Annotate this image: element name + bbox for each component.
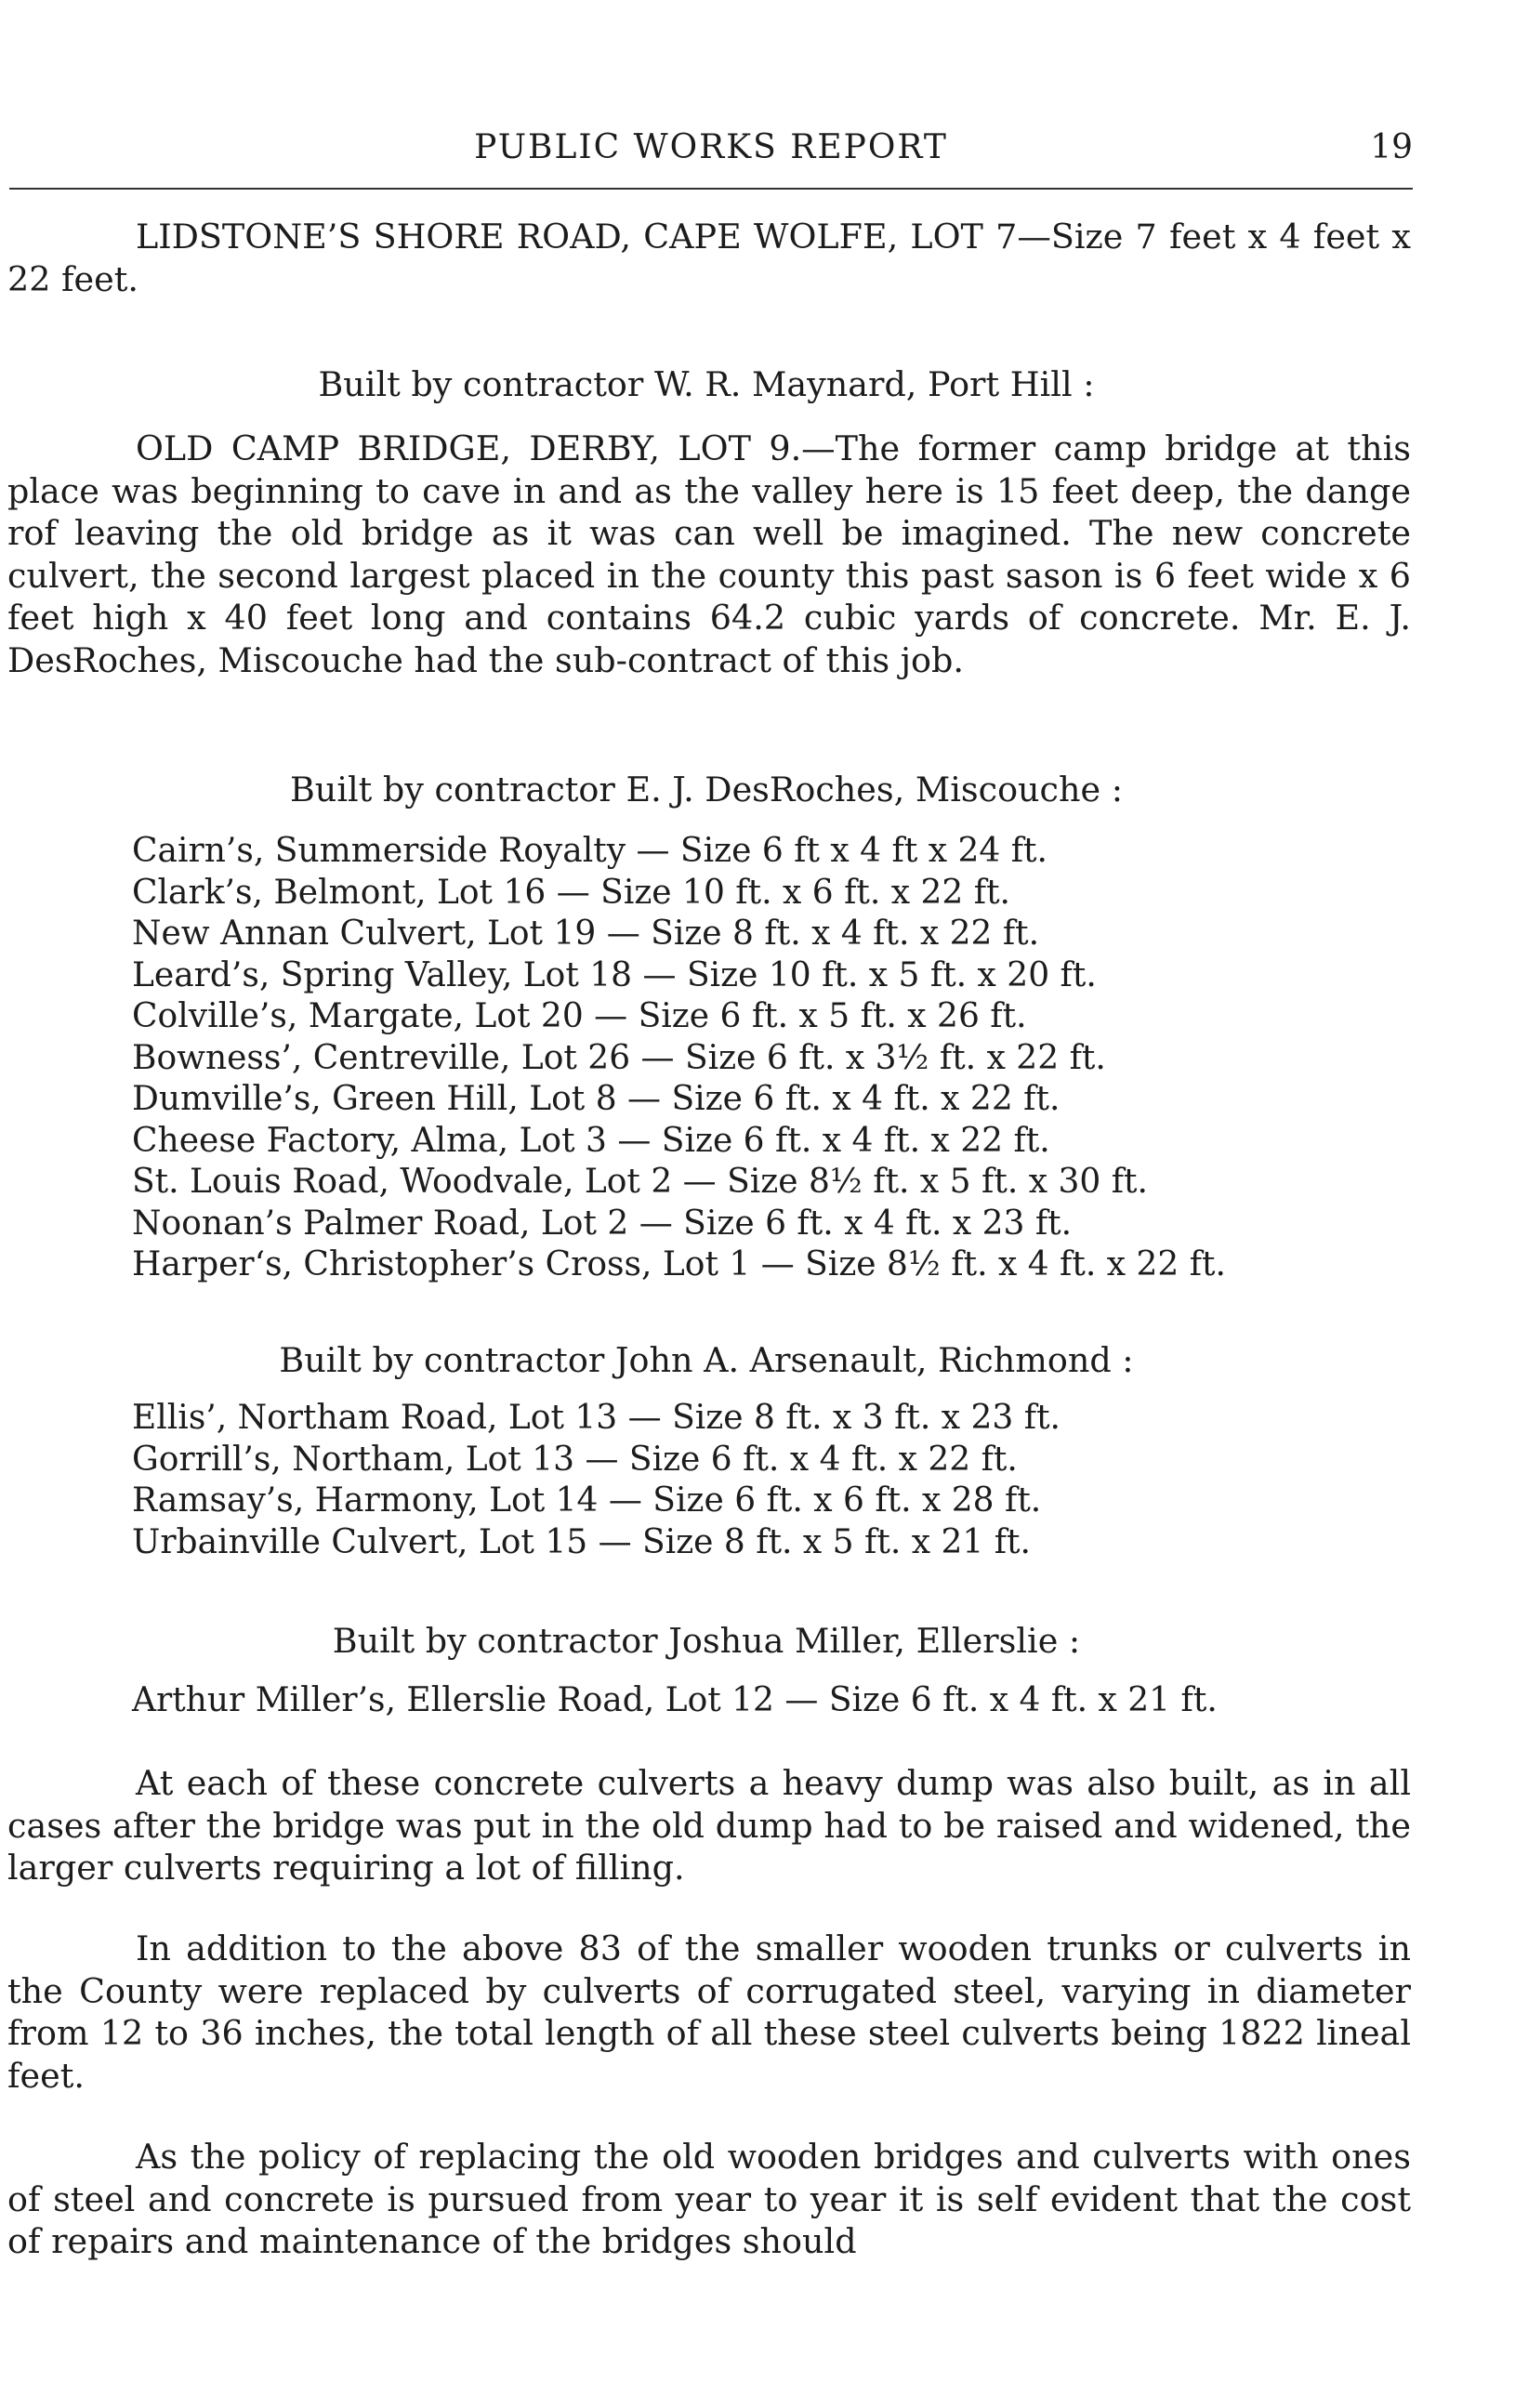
contractor-heading-miller: Built by contractor Joshua Miller, Ellerslie :	[332, 1621, 1081, 1661]
contractor-heading-arsenault: Built by contractor John A. Arsenault, Richmond :	[279, 1340, 1134, 1380]
culvert-entry: Gorrill’s, Northam, Lot 13 — Size 6 ft. x 4 ft. x 22 ft.	[132, 1440, 1018, 1479]
culvert-entry: Arthur Miller’s, Ellerslie Road, Lot 12 — Size 6 ft. x 4 ft. x 21 ft.	[132, 1681, 1218, 1719]
page-number: 19	[1370, 128, 1413, 166]
culvert-entry: Ramsay’s, Harmony, Lot 14 — Size 6 ft. x 6 ft. x 28 ft.	[132, 1481, 1042, 1520]
paragraph-policy: As the policy of replacing the old wooden bridges and culverts with ones of steel and concrete is pursued from year to year it is self evident that the cost of repairs and maintenance of the bridges should	[7, 2137, 1411, 2261]
culvert-entry: Colville’s, Margate, Lot 20 — Size 6 ft. x 5 ft. x 26 ft.	[132, 997, 1027, 1035]
running-title: PUBLIC WORKS REPORT	[474, 128, 948, 166]
paragraph-lidstone: LIDSTONE’S SHORE ROAD, CAPE WOLFE, LOT 7—Size 7 feet x 4 feet x 22 feet.	[7, 217, 1411, 299]
culvert-entry: Leard’s, Spring Valley, Lot 18 — Size 10 ft. x 5 ft. x 20 ft.	[132, 955, 1097, 994]
page-header	[9, 128, 1413, 184]
paragraph-steel-culverts: In addition to the above 83 of the smaller wooden trunks or culverts in the County were replaced by culverts of corrugated steel, varying in diameter from 12 to 36 inches, the total length of all these steel culverts being 1822 lineal feet.	[7, 1928, 1411, 2096]
culvert-entry: St. Louis Road, Woodvale, Lot 2 — Size 8½ ft. x 5 ft. x 30 ft.	[132, 1163, 1148, 1201]
culvert-entry: Urbainville Culvert, Lot 15 — Size 8 ft. x 5 ft. x 21 ft.	[132, 1522, 1031, 1561]
culvert-list-desroches	[132, 831, 1226, 1286]
paragraph-old-camp-bridge: OLD CAMP BRIDGE, DERBY, LOT 9.—The former camp bridge at this place was beginning to cave in and as the valley here is 15 feet deep, the dange rof leaving the old bridge as it was can well be imagined. The new concrete culvert, the second largest placed in the county this past sason is 6 feet wide x 6 feet high x 40 feet long and contains 64.2 cubic yards of concrete. Mr. E. J. DesRoches, Miscouche had the sub-contract of this job.	[7, 428, 1411, 680]
culvert-entry: Bowness’, Centreville, Lot 26 — Size 6 ft. x 3½ ft. x 22 ft.	[132, 1038, 1106, 1077]
culvert-entry: Ellis’, Northam Road, Lot 13 — Size 8 ft. x 3 ft. x 23 ft.	[132, 1399, 1060, 1437]
culvert-list-arsenault	[132, 1398, 1060, 1563]
culvert-entry: Dumville’s, Green Hill, Lot 8 — Size 6 ft. x 4 ft. x 22 ft.	[132, 1080, 1060, 1118]
culvert-list-miller	[132, 1680, 1218, 1722]
contractor-heading-maynard: Built by contractor W. R. Maynard, Port Hill :	[318, 364, 1095, 404]
culvert-entry: Harper‘s, Christopher’s Cross, Lot 1 — Size 8½ ft. x 4 ft. x 22 ft.	[132, 1245, 1226, 1283]
culvert-entry: Clark’s, Belmont, Lot 16 — Size 10 ft. x 6 ft. x 22 ft.	[132, 873, 1010, 912]
culvert-entry: Noonan’s Palmer Road, Lot 2 — Size 6 ft. x 4 ft. x 23 ft.	[132, 1204, 1073, 1243]
paragraph-dump: At each of these concrete culverts a heavy dump was also built, as in all cases after the bridge was put in the old dump had to be raised and widened, the larger culverts requiring a lot of filling.	[7, 1763, 1411, 1888]
culvert-entry: Cairn’s, Summerside Royalty — Size 6 ft x 4 ft x 24 ft.	[132, 832, 1047, 870]
culvert-entry: Cheese Factory, Alma, Lot 3 — Size 6 ft. x 4 ft. x 22 ft.	[132, 1121, 1050, 1160]
culvert-entry: New Annan Culvert, Lot 19 — Size 8 ft. x 4 ft. x 22 ft.	[132, 915, 1040, 953]
header-rule	[9, 188, 1413, 190]
contractor-heading-desroches: Built by contractor E. J. DesRoches, Miscouche :	[289, 770, 1123, 809]
